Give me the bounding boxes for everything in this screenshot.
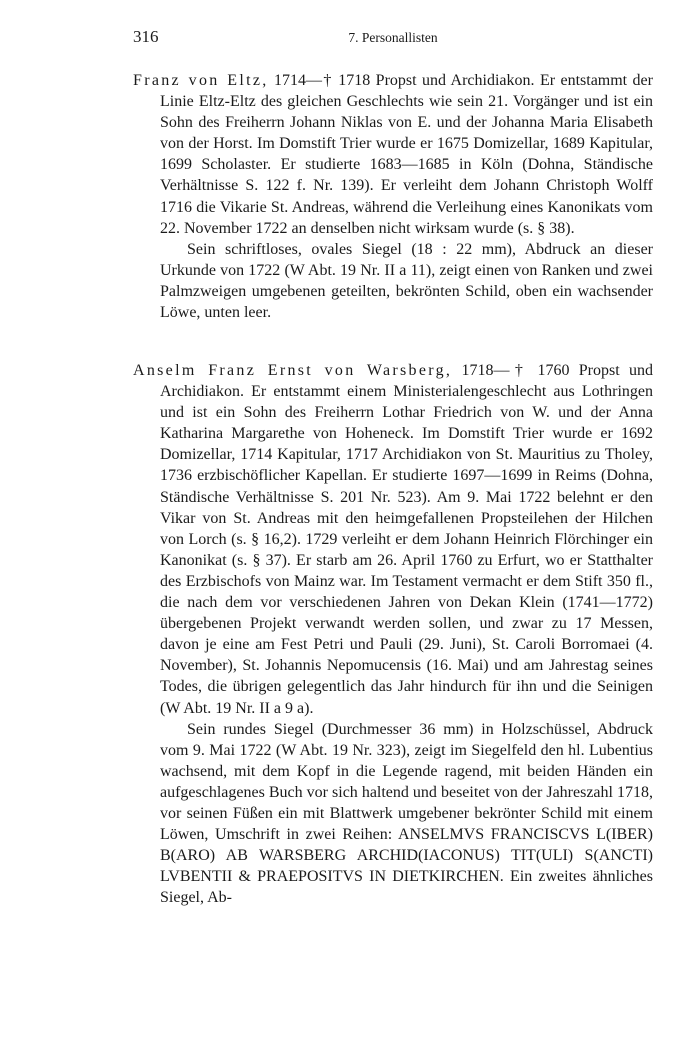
person-name: Anselm Franz Ernst von Warsberg, bbox=[133, 362, 453, 379]
biography-entry-warsberg bbox=[133, 360, 653, 908]
seal-paragraph: Sein schriftloses, ovales Siegel (18 : 22 mm), Abdruck an dieser Urkunde von 1722 (W Abt. 19 Nr. II a 11), zeigt einen von Ranken und zwei Palmzweigen umgebenen geteilten, bekrönten Schild, oben ein wachsender Löwe, unten leer. bbox=[160, 240, 653, 322]
page-number: 316 bbox=[133, 27, 159, 46]
entry-text: 1714—† 1718 Propst und Archidiakon. Er entstammt der Linie Eltz-Eltz des gleichen Geschlechts wie sein 21. Vorgänger und ist ein Sohn des Freiherrn Johann Niklas von E. und der Johanna Maria Elisabeth von der Horst. Im Domstift Trier wurde er 1675 Domizellar, 1689 Kapitular, 1699 Scholaster. Er studierte 1683—1685 in Köln (Dohna, Ständische Verhältnisse S. 122 f. Nr. 139). Er verleiht dem Johann Christoph Wolff 1716 die Vikarie St. Andreas, während die Verleihung eines Kanonikats vom 22. November 1722 an denselben nicht wirksam wurde (s. § 38). bbox=[160, 72, 653, 237]
biography-entry-eltz bbox=[133, 70, 653, 323]
person-name: Franz von Eltz, bbox=[133, 72, 269, 89]
page-header bbox=[133, 27, 653, 51]
entry-paragraph bbox=[133, 70, 653, 239]
entry-text: 1718—† 1760 Propst und Archidiakon. Er entstammt einem Ministerialengeschlecht aus Lothringen und ist ein Sohn des Freiherrn Lothar Friedrich von W. und der Anna Katharina Margarethe von Hoheneck. Im Domstift Trier wurde er 1692 Domizellar, 1714 Kapitular, 1717 Archidiakon von St. Mauritius zu Tholey, 1736 erzbischöflicher Kapellan. Er studierte 1697—1699 in Reims (Dohna, Ständische Verhältnisse S. 201 Nr. 523). Am 9. Mai 1722 belehnt er den Vikar von St. Andreas mit den heimgefallenen Propsteilehen der Hilchen von Lorch (s. § 16,2). 1729 verleiht er dem Johann Heinrich Flörchinger ein Kanonikat (s. § 37). Er starb am 26. April 1760 zu Erfurt, wo er Statthalter des Erzbischofs von Mainz war. Im Testament vermacht er dem Stift 350 fl., die nach dem vor verschiedenen Jahren von Dekan Klein (1741—1772) übergebenen Projekt verwandt werden sollen, und zwar zu 17 Messen, davon je eine am Fest Petri und Pauli (29. Juni), St. Caroli Borromaei (4. November), St. Johannis Nepomucensis (16. Mai) und am Jahrestag seines Todes, die übrigen gelegentlich das Jahr hindurch für ihn und die Seinigen (W Abt. 19 Nr. II a 9 a). bbox=[160, 362, 653, 717]
seal-paragraph: Sein rundes Siegel (Durchmesser 36 mm) in Holzschüssel, Abdruck vom 9. Mai 1722 (W Abt. 19 Nr. 323), zeigt im Siegelfeld den hl. Lubentius wachsend, mit dem Kopf in die Legende ragend, mit beiden Händen ein aufgeschlagenes Buch vor sich haltend und beseitet von der Jahreszahl 1718, vor seinen Füßen ein mit Blattwerk umgebener bekrönter Schild mit einem Löwen, Umschrift in zwei Reihen: ANSELMVS FRANCISCVS L(IBER) B(ARO) AB WARSBERG ARCHID(IACONUS) TIT(ULI) S(ANCTI) LVBENTII & PRAEPOSITVS IN DIETKIRCHEN. Ein zweites ähnliches Siegel, Ab- bbox=[160, 720, 653, 907]
entry-paragraph bbox=[133, 360, 653, 719]
running-head: 7. Personallisten bbox=[348, 30, 438, 45]
